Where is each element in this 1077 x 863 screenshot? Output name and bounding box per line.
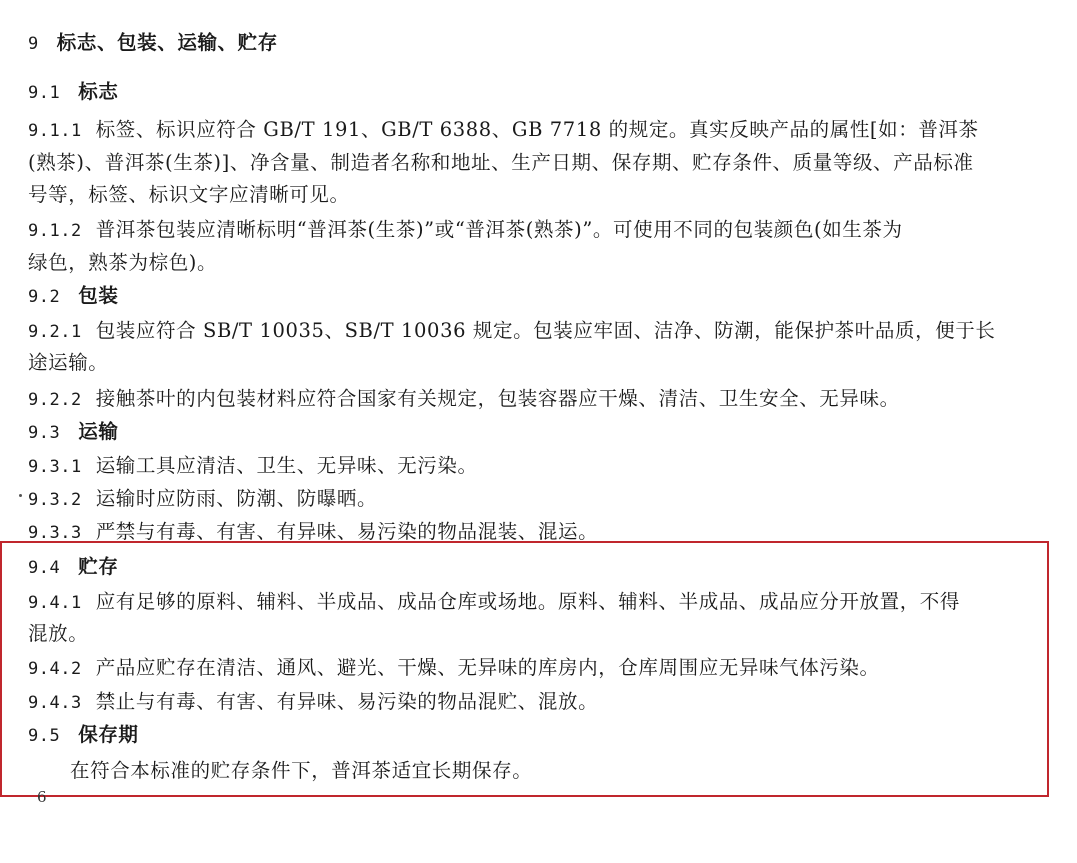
- clause-text: 混放。: [28, 622, 89, 645]
- clause-text: 途运输。: [28, 351, 109, 374]
- clause-9-3-1: [28, 453, 478, 480]
- clause-text: 产品应贮存在清洁、通风、避光、干燥、无异味的库房内，仓库周围应无异味气体污染。: [95, 656, 880, 679]
- clause-9-2-1-line-1: [28, 318, 995, 345]
- section-number: 9: [28, 34, 39, 54]
- clause-9-1-1-line-2: [28, 150, 974, 176]
- section-9-2-heading: [28, 283, 118, 310]
- clause-9-2-1-line-2: [28, 350, 108, 376]
- section-title: 贮存: [78, 555, 119, 578]
- clause-number: 9.3.2: [28, 490, 82, 510]
- clause-number: 9.4.1: [28, 593, 82, 613]
- section-9-3-heading: [28, 419, 118, 446]
- section-number: 9.5: [28, 726, 61, 746]
- clause-9-1-2-line-1: [28, 217, 903, 244]
- clause-text: 标签、标识应符合 GB/T 191、GB/T 6388、GB 7718 的规定。真实反映产品的属性[如：普洱茶: [95, 118, 979, 141]
- section-9-1-heading: [28, 79, 118, 106]
- clause-text: 禁止与有毒、有害、有异味、易污染的物品混贮、混放。: [95, 690, 599, 713]
- clause-number: 9.4.3: [28, 693, 82, 713]
- clause-text: (熟茶)、普洱茶(生茶)]、净含量、制造者名称和地址、生产日期、保存期、贮存条件、质量等级、产品标准: [28, 151, 974, 174]
- section-title: 标志、包装、运输、贮存: [56, 31, 278, 54]
- clause-text: 号等，标签、标识文字应清晰可见。: [28, 183, 350, 206]
- clause-9-1-1-line-3: [28, 182, 350, 208]
- clause-9-1-1-line-1: [28, 117, 979, 144]
- section-number: 9.2: [28, 287, 61, 307]
- page-number: 6: [37, 788, 47, 806]
- clause-number: 9.4.2: [28, 659, 82, 679]
- section-title: 标志: [78, 80, 119, 103]
- clause-text: 包装应符合 SB/T 10035、SB/T 10036 规定。包装应牢固、洁净、防潮，能保护茶叶品质，便于长: [95, 319, 996, 342]
- clause-number: 9.3.1: [28, 457, 82, 477]
- clause-number: 9.2.1: [28, 322, 82, 342]
- clause-text: 普洱茶包装应清晰标明“普洱茶(生茶)”或“普洱茶(熟茶)”。可使用不同的包装颜色(如生茶为: [95, 218, 903, 241]
- clause-text: 应有足够的原料、辅料、半成品、成品仓库或场地。原料、辅料、半成品、成品应分开放置，不得: [95, 590, 960, 613]
- clause-number: 9.1.1: [28, 121, 82, 141]
- clause-text: 接触茶叶的内包装材料应符合国家有关规定，包装容器应干燥、清洁、卫生安全、无异味。: [95, 387, 900, 410]
- scan-speck: [19, 494, 22, 497]
- section-title: 保存期: [78, 723, 139, 746]
- clause-9-1-2-line-2: [28, 250, 217, 276]
- clause-text: 在符合本标准的贮存条件下，普洱茶适宜长期保存。: [70, 759, 533, 782]
- clause-number: 9.1.2: [28, 221, 82, 241]
- section-9-heading: [28, 30, 278, 57]
- storage-highlight-box: [0, 541, 1049, 797]
- section-title: 包装: [78, 284, 119, 307]
- clause-text: 运输时应防雨、防潮、防曝晒。: [95, 487, 378, 510]
- section-number: 9.3: [28, 423, 61, 443]
- section-number: 9.1: [28, 83, 61, 103]
- section-number: 9.4: [28, 558, 61, 578]
- clause-text: 严禁与有毒、有害、有异味、易污染的物品混装、混运。: [95, 520, 599, 543]
- section-title: 运输: [78, 420, 119, 443]
- clause-number: 9.2.2: [28, 390, 82, 410]
- clause-9-3-2: [28, 486, 377, 513]
- clause-text: 绿色，熟茶为棕色)。: [28, 251, 218, 274]
- clause-text: 运输工具应清洁、卫生、无异味、无污染。: [95, 454, 478, 477]
- clause-9-2-2: [28, 386, 900, 413]
- clause-number: 9.3.3: [28, 523, 82, 543]
